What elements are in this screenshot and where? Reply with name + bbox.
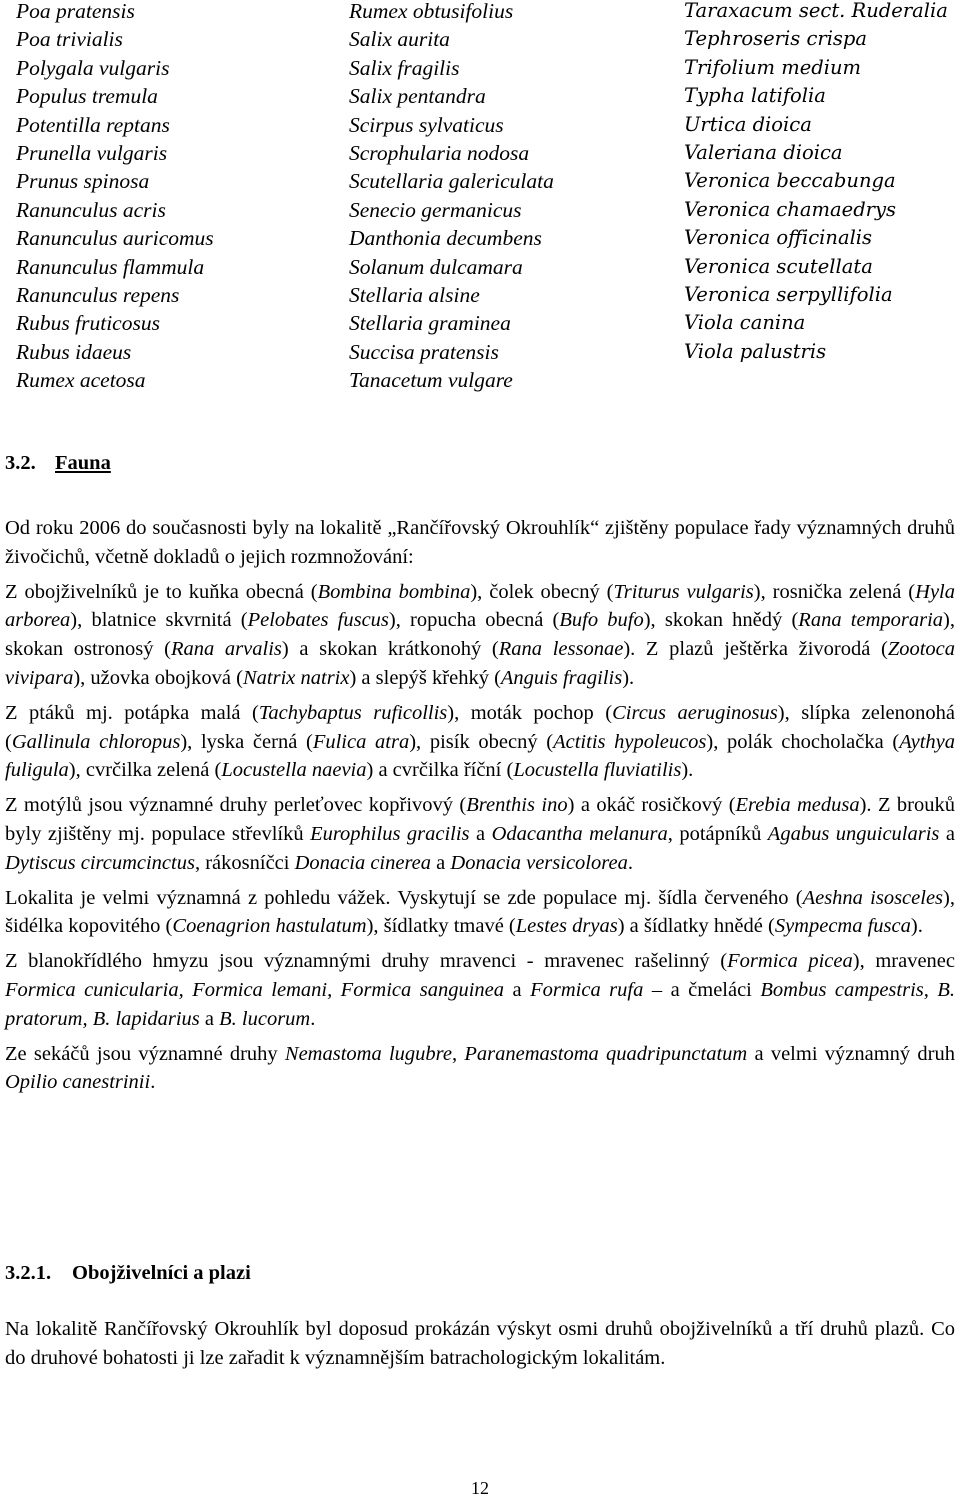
- taxon-name: Sympecma fusca: [774, 915, 911, 938]
- species-name: Valeriana dioica: [684, 140, 843, 164]
- species-name: Polygala vulgaris: [16, 55, 170, 80]
- species-name: Ranunculus auricomus: [16, 226, 214, 251]
- taxon-name: Tachybaptus ruficollis: [258, 701, 448, 724]
- species-name: Scirpus sylvaticus: [349, 112, 504, 137]
- taxon-name: Opilio canestrinii: [5, 1071, 151, 1094]
- taxon-name: Formica picea: [727, 950, 853, 973]
- species-name: Stellaria alsine: [349, 282, 480, 307]
- paragraph: Z motýlů jsou významné druhy perleťovec kopřivový (Brenthis ino) a okáč rosičkový (Erebia medusa). Z brouků byly zjištěny mj. populace střevlíků Europhilus gracilis a Odacantha melanura, potápníků Agabus unguicularis a Dytiscus circumcinctus, rákosníčci Donacia cinerea a Donacia versicolorea.: [5, 794, 955, 874]
- species-name: Salix pentandra: [349, 84, 486, 109]
- section-number: 3.2.1.: [5, 1262, 52, 1284]
- taxon-name: Bufo bufo: [559, 609, 644, 632]
- species-column-1: [16, 0, 214, 394]
- taxon-name: Agabus unguicularis: [767, 822, 940, 845]
- species-name: Stellaria graminea: [349, 311, 511, 336]
- species-name: Prunella vulgaris: [16, 140, 168, 165]
- species-name: Viola palustris: [684, 339, 827, 363]
- species-name: Salix aurita: [349, 27, 450, 52]
- species-name: Tephroseris crispa: [684, 27, 868, 51]
- species-name: Salix fragilis: [349, 55, 460, 80]
- section-heading-fauna: [5, 452, 111, 475]
- taxon-name: Locustella naevia: [221, 759, 367, 782]
- taxon-name: Aeshna isosceles: [802, 886, 944, 909]
- page-number: 12: [471, 1478, 489, 1498]
- species-name: Ranunculus repens: [16, 282, 180, 307]
- taxon-name: Natrix natrix: [242, 666, 350, 689]
- species-name: Succisa pratensis: [349, 339, 499, 364]
- species-name: Veronica scutellata: [684, 254, 873, 278]
- taxon-name: Donacia cinerea: [294, 851, 432, 874]
- species-name: Tanacetum vulgare: [349, 368, 513, 393]
- species-column-2: [349, 0, 554, 394]
- species-name: Viola canina: [684, 311, 806, 335]
- paragraph: Od roku 2006 do současnosti byly na lokalitě „Rančířovský Okrouhlík“ zjištěny populace řady významných druhů živočichů, včetně dokladů o jejich rozmnožování:: [5, 517, 955, 568]
- species-name: Prunus spinosa: [16, 169, 150, 194]
- taxon-name: Zootoca vivipara: [5, 638, 956, 689]
- paragraph: Z ptáků mj. potápka malá (Tachybaptus ruficollis), moták pochop (Circus aeruginosus), slípka zelenonohá (Gallinula chloropus), lyska černá (Fulica atra), pisík obecný (Actitis hypoleucos), polák chocholačka (Aythya fuligula), cvrčilka zelená (Locustella naevia) a cvrčilka říční (Locustella fluviatilis).: [5, 701, 956, 782]
- species-name: Populus tremula: [16, 84, 158, 109]
- paragraph: Z obojživelníků je to kuňka obecná (Bombina bombina), čolek obecný (Triturus vulgaris), rosnička zelená (Hyla arborea), blatnice skvrnitá (Pelobates fuscus), ropucha obecná (Bufo bufo), skokan hnědý (Rana temporaria), skokan ostronosý (Rana arvalis) a skokan krátkonohý (Rana lessonae). Z plazů ještěrka živorodá (Zootoca vivipara), užovka obojková (Natrix natrix) a slepýš křehký (Anguis fragilis).: [5, 580, 956, 689]
- species-name: Veronica officinalis: [684, 226, 873, 250]
- taxon-name: Dytiscus circumcinctus: [5, 851, 195, 874]
- species-name: Potentilla reptans: [16, 112, 170, 137]
- species-name: Ranunculus flammula: [16, 254, 205, 279]
- species-name: Ranunculus acris: [16, 197, 166, 222]
- paragraph: Na lokalitě Rančířovský Okrouhlík byl doposud prokázán výskyt osmi druhů obojživelníků a tří druhů plazů. Co do druhové bohatosti ji lze zařadit k významnějším batrachologickým lokalitám.: [5, 1318, 955, 1369]
- taxon-name: B. lucorum: [219, 1007, 311, 1030]
- species-name: Rubus fruticosus: [16, 311, 160, 336]
- taxon-name: Formica cunicularia, Formica lemani, Formica sanguinea: [5, 978, 505, 1001]
- species-name: Veronica beccabunga: [684, 169, 896, 193]
- taxon-name: Bombina bombina: [317, 580, 471, 603]
- species-name: Rumex obtusifolius: [349, 0, 514, 23]
- taxon-name: Rana temporaria: [798, 609, 944, 632]
- species-name: Solanum dulcamara: [349, 254, 523, 279]
- species-name: Taraxacum sect. Ruderalia: [684, 0, 948, 22]
- section-number: 3.2.: [5, 452, 36, 474]
- taxon-name: Paranemastoma quadripunctatum: [464, 1042, 748, 1065]
- taxon-name: Hyla arborea: [5, 580, 955, 632]
- taxon-name: Formica rufa: [530, 978, 644, 1001]
- species-name: Typha latifolia: [684, 84, 826, 108]
- species-name: Scutellaria galericulata: [349, 169, 554, 194]
- taxon-name: Brenthis ino: [466, 794, 568, 817]
- taxon-name: Europhilus gracilis: [310, 822, 470, 845]
- taxon-name: Circus aeruginosus: [612, 701, 778, 724]
- paragraph: Ze sekáčů jsou významné druhy Nemastoma lugubre, Paranemastoma quadripunctatum a velmi významný druh Opilio canestrinii.: [5, 1042, 955, 1094]
- section-heading-amphibians: [5, 1262, 251, 1285]
- species-name: Danthonia decumbens: [349, 226, 542, 251]
- taxon-name: Locustella fluviatilis: [513, 759, 682, 782]
- section-title: Fauna: [55, 452, 111, 474]
- taxon-name: Triturus vulgaris: [613, 580, 754, 603]
- paragraph: Z blanokřídlého hmyzu jsou významnými druhy mravenci - mravenec rašelinný (Formica picea), mravenec Formica cunicularia, Formica lemani, Formica sanguinea a Formica rufa – a čmeláci Bombus campestris, B. pratorum, B. lapidarius a B. lucorum.: [5, 950, 956, 1030]
- fauna-text: [5, 514, 955, 1103]
- species-name: Rumex acetosa: [16, 368, 146, 393]
- section-title: Obojživelníci a plazi: [72, 1262, 251, 1284]
- taxon-name: Rana arvalis: [170, 638, 282, 661]
- species-name: Scrophularia nodosa: [349, 140, 530, 165]
- taxon-name: Erebia medusa: [735, 794, 860, 817]
- species-name: Senecio germanicus: [349, 197, 522, 222]
- taxon-name: Lestes dryas: [515, 915, 618, 938]
- paragraph: Lokalita je velmi významná z pohledu vážek. Vyskytují se zde populace mj. šídla červeného (Aeshna isosceles), šidélka kopovitého (Coenagrion hastulatum), šídlatky tmavé (Lestes dryas) a šídlatky hnědé (Sympecma fusca).: [5, 886, 955, 938]
- species-name: Urtica dioica: [684, 112, 812, 136]
- species-column-3: [684, 0, 948, 366]
- taxon-name: Nemastoma lugubre: [284, 1042, 452, 1065]
- species-name: Trifolium medium: [684, 55, 862, 79]
- species-name: Poa pratensis: [16, 0, 135, 23]
- taxon-name: Anguis fragilis: [500, 666, 623, 689]
- species-name: Veronica serpyllifolia: [684, 282, 893, 306]
- species-name: Poa trivialis: [16, 27, 123, 52]
- taxon-name: Fulica atra: [312, 730, 410, 753]
- taxon-name: Pelobates fuscus: [247, 609, 389, 632]
- taxon-name: Rana lessonae: [498, 638, 624, 661]
- species-name: Veronica chamaedrys: [684, 197, 897, 221]
- taxon-name: Gallinula chloropus: [11, 730, 181, 753]
- taxon-name: Actitis hypoleucos: [553, 730, 707, 753]
- taxon-name: Bombus campestris, B. pratorum, B. lapidarius: [5, 978, 955, 1030]
- taxon-name: Donacia versicolorea: [450, 851, 628, 874]
- species-name: Rubus idaeus: [16, 339, 132, 364]
- taxon-name: Coenagrion hastulatum: [172, 915, 367, 938]
- species-list: [0, 0, 960, 397]
- taxon-name: Odacantha melanura: [491, 822, 668, 845]
- amphibians-text: [5, 1315, 955, 1379]
- taxon-name: Aythya fuligula: [5, 730, 956, 782]
